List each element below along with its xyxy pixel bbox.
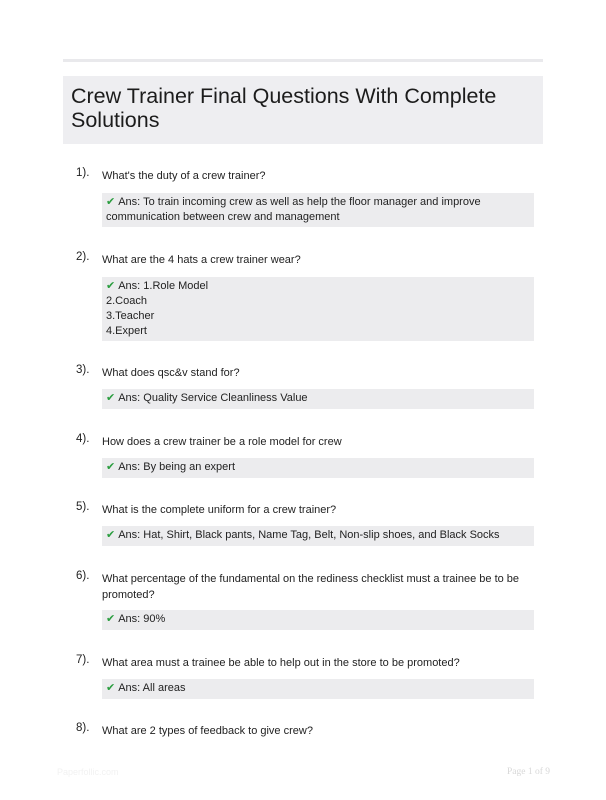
answer-box	[102, 193, 534, 227]
check-icon: ✔	[106, 529, 116, 541]
answer-text: Ans: 1.Role Model	[118, 280, 209, 292]
question-number: 7).	[76, 654, 90, 666]
answer-box	[102, 277, 534, 341]
check-icon: ✔	[106, 196, 116, 208]
answer-text: Ans: Hat, Shirt, Black pants, Name Tag, Belt, Non-slip shoes, and Black Socks	[118, 529, 500, 541]
document-title: Crew Trainer Final Questions With Complete Solutions	[71, 84, 497, 132]
question-text: How does a crew trainer be a role model for crew	[102, 436, 342, 448]
answer-text: Ans: 90%	[118, 613, 166, 625]
page-indicator: Page 1 of 9	[507, 767, 551, 777]
answer-text: Ans: By being an expert	[118, 461, 236, 473]
check-icon: ✔	[106, 461, 116, 473]
answer-text: Ans: Quality Service Cleanliness Value	[118, 392, 308, 404]
footer-watermark: Paperfollic.com	[57, 767, 119, 777]
question-number: 6).	[76, 570, 90, 582]
question-text: What are the 4 hats a crew trainer wear?	[102, 254, 301, 266]
answer-text: 2.Coach	[106, 295, 147, 307]
check-icon: ✔	[106, 682, 116, 694]
answer-box	[102, 458, 534, 478]
question-number: 1).	[76, 167, 90, 179]
answer-text: Ans: All areas	[118, 682, 186, 694]
question-text: What does qsc&v stand for?	[102, 367, 240, 379]
check-icon: ✔	[106, 280, 116, 292]
question-text: What percentage of the fundamental on the rediness checklist must a trainee be to be promoted?	[102, 573, 520, 601]
question-number: 5).	[76, 501, 90, 513]
question-number: 2).	[76, 251, 90, 263]
question-text: What is the complete uniform for a crew trainer?	[102, 504, 337, 516]
question-number: 8).	[76, 722, 90, 734]
check-icon: ✔	[106, 392, 116, 404]
answer-text: 4.Expert	[106, 325, 147, 337]
question-text: What's the duty of a crew trainer?	[102, 170, 266, 182]
answer-box	[102, 679, 534, 699]
title-banner	[63, 76, 543, 144]
question-text: What area must a trainee be able to help out in the store to be promoted?	[102, 657, 460, 669]
answer-box	[102, 389, 534, 409]
question-number: 3).	[76, 364, 90, 376]
answer-text: Ans: To train incoming crew as well as help the floor manager and improve communication between crew and management	[106, 196, 484, 223]
check-icon: ✔	[106, 613, 116, 625]
question-number: 4).	[76, 433, 90, 445]
top-divider	[63, 59, 543, 62]
answer-box	[102, 526, 534, 546]
answer-text: 3.Teacher	[106, 310, 155, 322]
question-text: What are 2 types of feedback to give crew?	[102, 725, 313, 737]
answer-box	[102, 610, 534, 630]
